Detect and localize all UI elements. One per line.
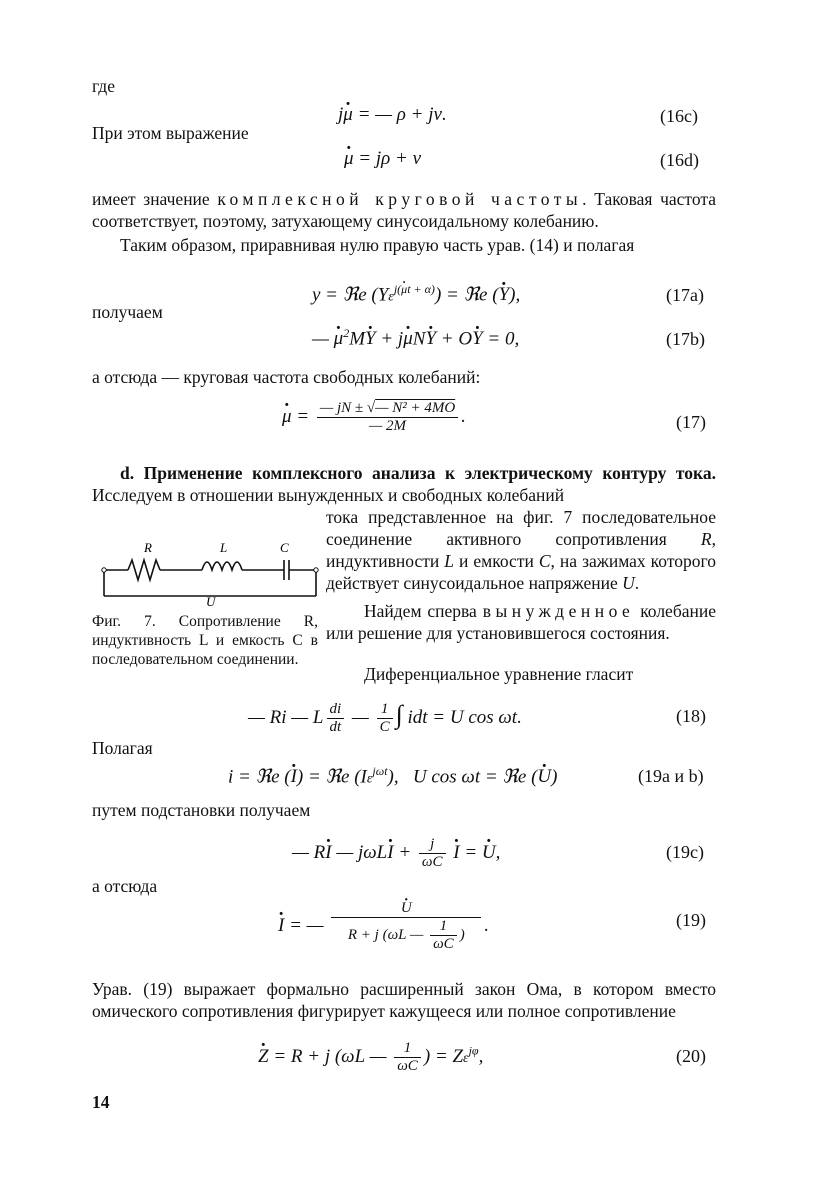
inductor-symbol (202, 562, 242, 570)
paragraph-section-body: тока представленное на фиг. 7 последовательное соединение активного сопротивления R, индуктивности L и емкости C, на зажимах которого действует синусоидальное напряжение U. (326, 507, 716, 593)
label-l: L (220, 540, 228, 555)
text-gde: где (92, 76, 115, 96)
equation-number-19c: (19c) (666, 842, 704, 862)
text-pri-etom: При этом выражение (92, 123, 249, 143)
equation-number-16d: (16d) (660, 150, 699, 170)
naidem-spaced: вынужденное (482, 601, 635, 621)
text-polagaya: Полагая (92, 738, 153, 758)
label-c: C (280, 540, 289, 555)
paragraph-imeet (92, 188, 716, 232)
label-u: U (206, 594, 216, 608)
equation-16c: jμ · = — ρ + jν. (338, 104, 447, 126)
section-body-lead: Исследуем в отношении вынужденных и свободных колебаний (92, 485, 565, 505)
equation-number-18: (18) (676, 706, 706, 726)
equation-16d: μ · = jρ + ν (344, 148, 421, 170)
equation-19c: — RI · — jωLI · + $\frac{j}{\omega C}$ I · = U ·, (292, 836, 500, 871)
text-a-otsyuda-2: а отсюда (92, 876, 158, 896)
resistor-symbol (128, 560, 160, 580)
imeet-spaced: комплексной круговой частоты (217, 189, 583, 209)
equation-17: μ · = $\frac{\text{— jN ± √— N² + 4MO}}{— 2M}$ . (282, 400, 466, 435)
equation-18: — Ri — L $\frac{di}{dt}$ — $\frac{1}{C}$ ∫ idt = U cos ωt. (248, 700, 522, 736)
equation-19ab: i = ℜe (I ·) = ℜe $(I\varepsilon^{j\omega t})$, U cos ωt = ℜe (U ·) (228, 764, 557, 788)
text-takim: Таким образом, приравнивая нулю правую часть урав. (14) и полагая (120, 235, 635, 255)
equation-20: Z · = R + j (ωL — $\frac{1}{\omega C}$ ) = $Z\varepsilon^{j\varphi}$, (258, 1040, 483, 1075)
text-difer: Диференциальное уравнение гласит (364, 664, 634, 684)
section-title: d. Применение комплексного анализа к электрическому контуру тока. (120, 463, 716, 483)
naidem-start: Найдем сперва (364, 601, 483, 621)
paragraph-section-top (92, 462, 716, 506)
equation-number-17b: (17b) (666, 329, 705, 349)
terminal-left (102, 568, 106, 572)
paragraph-urav19: Урав. (19) выражает формально расширенный закон Ома, в котором вместо омического сопротивления фигурирует кажущееся или полное сопротивление (92, 979, 716, 1021)
naidem-end: колебание или решение для установившегося состояния. (326, 601, 716, 643)
text-putem: путем подстановки получаем (92, 800, 311, 820)
text-poluchaem: получаем (92, 302, 163, 322)
equation-number-19ab: (19a и b) (638, 766, 704, 786)
figure-caption: Фиг. 7. Сопротивление R, индуктивность L и емкость C в последовательном соединении. (92, 613, 318, 668)
text-a-otsyuda-1: а отсюда — круговая частота свободных колебаний: (92, 367, 481, 387)
imeet-end: . Таковая частота соответствует, поэтому, затухающему синусоидальному колебанию. (92, 189, 716, 231)
paragraph-naidem (326, 600, 716, 644)
label-r: R (144, 540, 152, 555)
imeet-start: имеет значение (92, 189, 218, 209)
equation-19: I · = — U · R + j (ωL — $\frac{1}{\omega C}$ ) . (278, 900, 489, 953)
circuit-figure (98, 538, 324, 608)
equation-number-20: (20) (676, 1046, 706, 1066)
equation-17b: — μ ·$^2$MY · + jμ ·NY · + OY · = 0, (312, 326, 519, 350)
equation-number-17a: (17a) (666, 285, 704, 305)
terminal-right (314, 568, 318, 572)
equation-number-19: (19) (676, 910, 706, 930)
page-number: 14 (92, 1092, 110, 1112)
equation-number-17: (17) (676, 412, 706, 432)
equation-17a: y = ℜe $(Y\varepsilon^{j(\mu \cdot t + \alpha)})$ = ℜe (Y ·), (312, 282, 520, 306)
equation-number-16c: (16c) (660, 106, 698, 126)
